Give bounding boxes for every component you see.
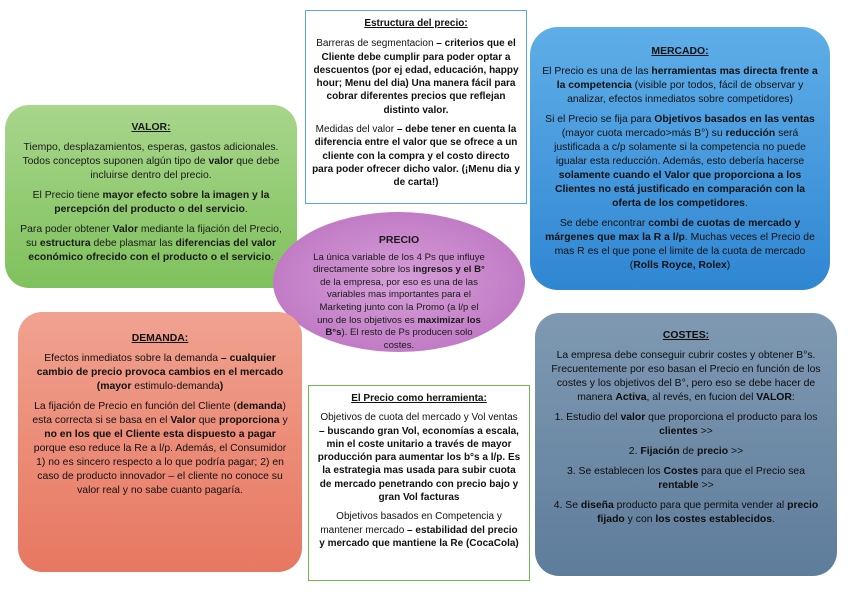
bold-text: Valor [112,224,139,235]
bold-text: Objetivos basados en las ventas [654,114,815,125]
costes-box [535,313,837,576]
bold-text: precio fijado [597,500,819,525]
bold-text: Rolls Royce, Rolex [633,260,727,271]
text: de [679,446,697,457]
herramienta-title: El Precio como herramienta: [351,393,487,404]
costes-paragraph-1 [547,349,825,405]
text: (mayor cuota mercado>más B°) su [561,128,726,139]
bold-text: Activa [615,392,647,403]
text: Efectos inmediatos sobre la demanda [44,353,219,364]
precio-paragraph-1 [313,252,485,353]
text: 4. Se [553,500,581,511]
bold-text: precio [696,446,729,457]
herramienta-paragraph-2 [317,510,521,550]
bold-text: solamente cuando el Valor que proporciona a los Clientes no está justificado en comparación con la oferta de los competidores [554,170,805,209]
costes-step-3 [547,465,825,493]
bold-text: los costes establecidos [655,514,773,525]
text: ) esta correcta si se basa en el [32,401,286,426]
valor-paragraph-1 [19,141,283,183]
text: El Precio tiene [32,190,103,201]
text: >> [728,446,744,457]
text: . [244,204,248,215]
bold-text: – buscando gran Vol, economías a escala, min el coste unitario a través de mayor producción para aumentar los b°s a l/p. Es la estrategia mas usada para subir cuota de mercado penetrando con precio bajo y gran Vol facturas [317,425,521,504]
text: que debe incluirse dentro del precio. [90,156,280,181]
costes-title: COSTES: [662,330,710,341]
precio-title: PRECIO [378,234,420,246]
valor-paragraph-2 [19,189,283,217]
text: será justificada a c/p solamente si la competencia no puede igualar esta reducción. Además, esto debería hacerse [554,128,806,167]
bold-text: Fijación [640,446,680,457]
bold-text: diseña [580,500,614,511]
text: 3. Se establecen los [567,466,664,477]
text: >> [698,480,714,491]
bold-text: reducción [725,128,776,139]
mercado-box [530,27,830,290]
bold-text: ingresos y el B° [412,264,485,276]
text: Si el Precio se fija para [545,114,655,125]
text: . [270,252,274,263]
herramienta-box [308,385,530,581]
bold-text: mayor efecto sobre la imagen y la percepción del producto o del servicio [54,190,270,215]
text: Medidas del valor [315,124,395,136]
text: producto para que permita vender al [613,500,788,511]
bold-text: – criterios que el Cliente debe cumplir para poder optar a descuentos (por ej edad, educación, happy hour; Menu del dia) Una manera fácil para cobrar diferentes precios que reflejan distinto valor. [313,38,519,116]
bold-text: ) [219,381,224,392]
mercado-paragraph-3 [542,217,818,273]
text: de la empresa, por eso es una de las variables mas importantes para el Marketing junto con la Promo (a l/p el uno de los objetivos es [317,276,479,326]
costes-step-4 [547,499,825,527]
text: La única variable de los 4 Ps que influye directamente sobre los [313,251,485,276]
text: que proporciona el producto para los [645,412,818,423]
demanda-box [18,312,302,572]
text: El Precio es una de las [542,66,652,77]
bold-text: no en los que el Cliente esta dispuesto a pagar [44,429,276,440]
mercado-paragraph-2 [542,113,818,211]
text: y con [624,514,656,525]
text: , al revés, en fucion del [646,392,757,403]
bold-text: – cualquier cambio de precio provoca cambios en el mercado (mayor [36,353,284,392]
text: Tiempo, desplazamientos, esperas, gastos adicionales. Todos conceptos suponen algún tipo de [22,142,279,167]
bold-text: VALOR [756,392,792,403]
bold-text: Valor [170,415,196,426]
text: Barreras de segmentacion [316,38,434,50]
bold-text: combi de cuotas de mercado y márgenes que max la R a l/p [545,218,801,243]
text: Para poder obtener [20,224,113,235]
text: : [791,392,795,403]
valor-title: VALOR: [131,122,171,133]
text: >> [697,426,713,437]
precio-ellipse [270,212,525,352]
estructura-paragraph-1 [312,37,520,117]
bold-text: – debe tener en cuenta la diferencia entre el valor que se ofrece a un cliente con la compra y el costo directo para poder ofrecer dicho valor. (¡Menu dia y de carta!) [312,124,520,189]
valor-paragraph-3 [19,223,283,265]
demanda-title: DEMANDA: [131,333,189,344]
bold-text: clientes [659,426,698,437]
text: porque eso reduce la Re a l/p. Además, el Consumidor 1) no es sincero respecto a lo que podría pagar; 2) en caso de producto innovador – el cliente no conoce su valor real y no sabe cuanto pagaría. [33,443,287,496]
valor-box [5,105,297,288]
estructura-box [305,10,527,204]
bold-text: herramientas mas directa frente a la competencia [556,66,818,91]
costes-step-1 [547,411,825,439]
bold-text: – estabilidad del precio y mercado que mantiene la Re (CocaCola) [319,524,519,549]
bold-text: Costes [663,466,699,477]
text: 2. [628,446,641,457]
text: Se debe encontrar [559,218,649,229]
text: estimulo-demanda [134,381,220,392]
text: mediante la fijación del Precio, su [25,224,282,249]
text: ). El resto de Ps producen solo costes. [341,327,473,351]
estructura-paragraph-2 [312,123,520,189]
estructura-title: Estructura del precio: [364,18,468,29]
text: La empresa debe conseguir cubrir costes y obtener B°s. Frecuentemente por eso basan el Precio en función de los costes y los objetivos del B°, pero eso se debe hacer de manera [551,350,821,403]
text: ) [726,260,731,271]
text: debe plasmar las [90,238,176,249]
bold-text: demanda [236,401,283,412]
bold-text: diferencias del valor económico ofrecido con el producto o el servicio [28,238,277,263]
text: Objetivos de cuota del mercado y Vol ventas [320,412,518,424]
herramienta-paragraph-1 [317,411,521,504]
text: y [279,415,288,426]
demanda-paragraph-1 [30,352,290,394]
text: (visible por todos, fácil de observar y analizar, efectos inmediatos sobre competidores) [567,80,804,105]
text: que [195,415,219,426]
text: La fijación de Precio en función del Cliente ( [34,401,237,412]
bold-text: valor [208,156,234,167]
bold-text: rentable [658,480,699,491]
bold-text: valor [620,412,646,423]
mercado-title: MERCADO: [651,46,709,57]
text: . [744,198,748,209]
bold-text: estructura [39,238,91,249]
mercado-paragraph-1 [542,65,818,107]
text: Objetivos basados en Competencia y mantener mercado [320,511,502,536]
text: . [772,514,775,525]
bold-text: proporciona [218,415,280,426]
text: . Muchas veces el Precio de mas R es el que pone el limite de la cuota de mercado ( [554,232,815,271]
text: 1. Estudio del [554,412,621,423]
text: para que el Precio sea [698,466,805,477]
costes-step-2 [547,445,825,459]
bold-text: maximizar los B°s [325,314,481,339]
demanda-paragraph-2 [30,400,290,498]
